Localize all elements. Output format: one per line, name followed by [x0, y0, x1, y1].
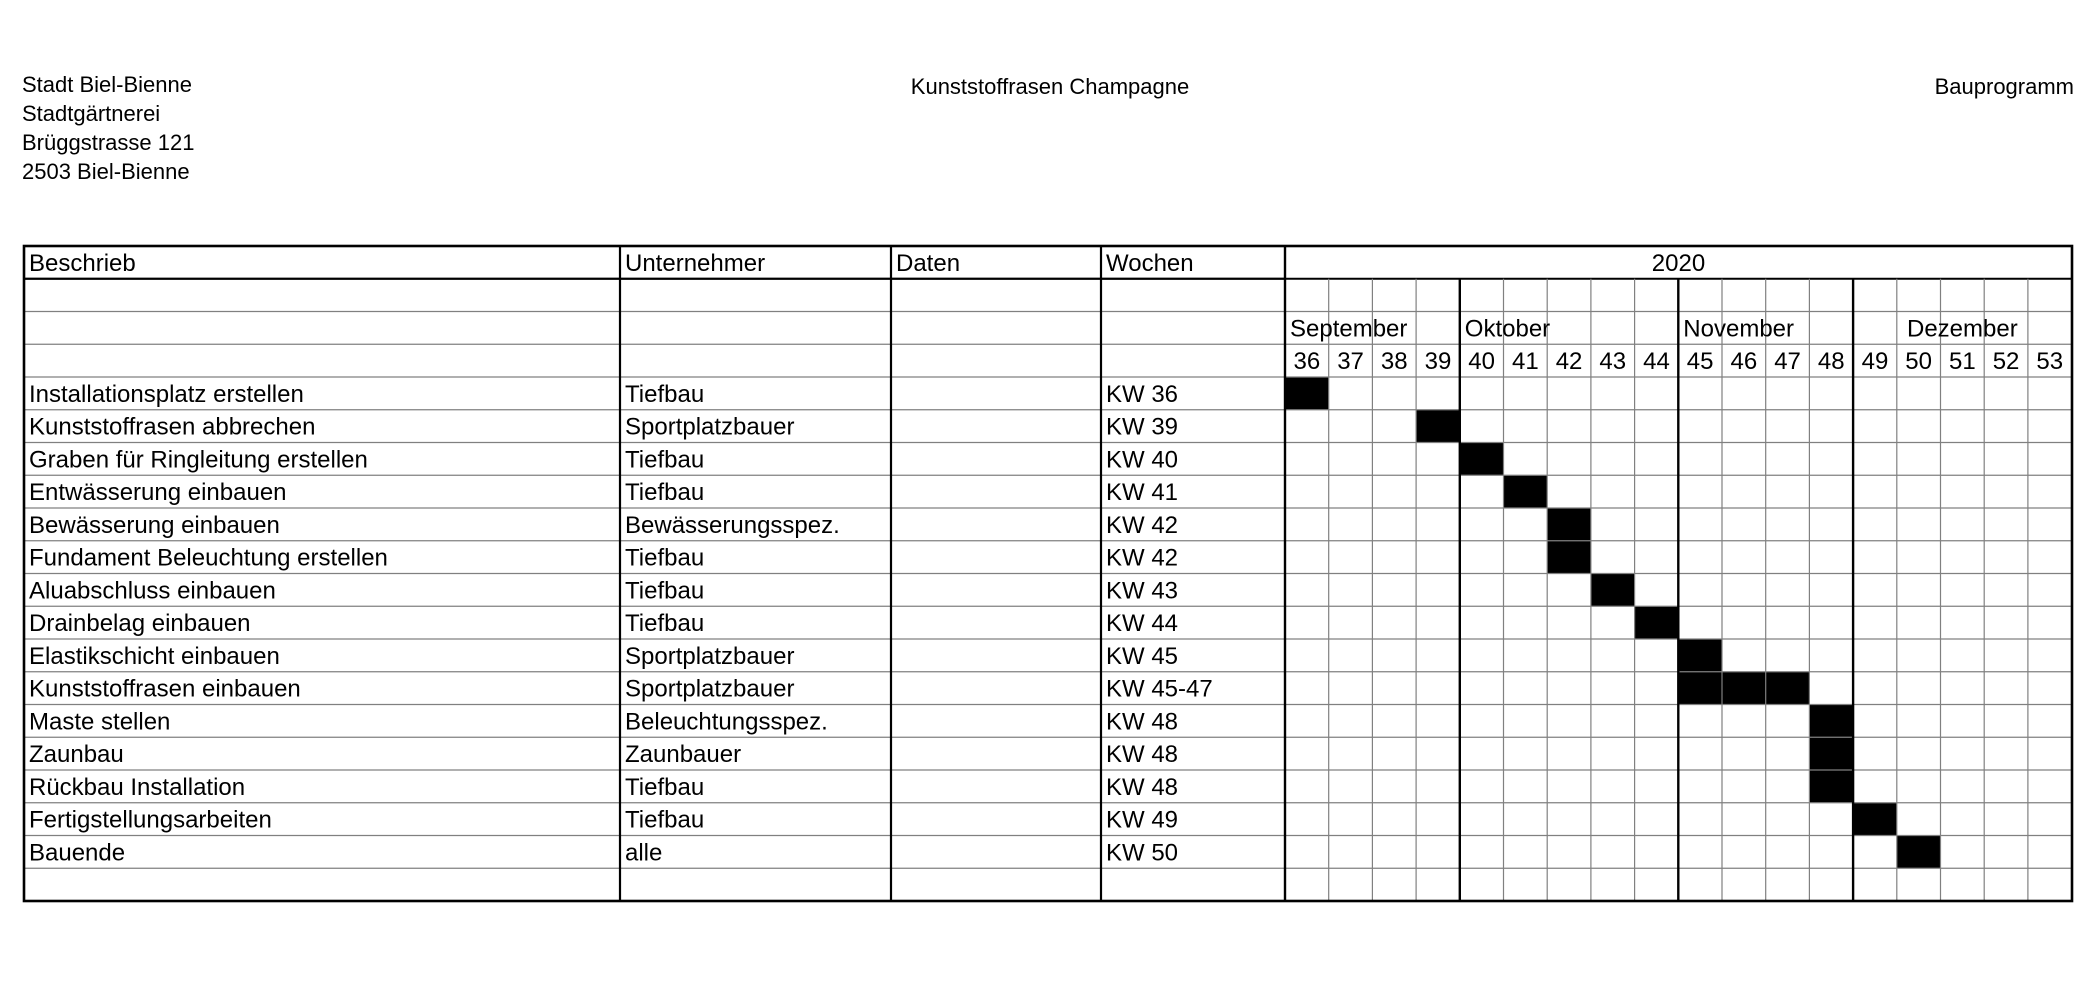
task-contractor: Tiefbau — [625, 577, 705, 605]
task-weeks: KW 45 — [1106, 642, 1179, 670]
task-description: Elastikschicht einbauen — [29, 642, 280, 670]
task-weeks: KW 42 — [1106, 511, 1179, 539]
week-number: 42 — [1555, 348, 1583, 375]
task-weeks: KW 39 — [1106, 413, 1179, 441]
task-description: Graben für Ringleitung erstellen — [29, 446, 368, 474]
task-weeks: KW 43 — [1106, 577, 1179, 605]
week-number: 50 — [1905, 348, 1933, 375]
gantt-bar — [1809, 770, 1853, 803]
task-contractor: alle — [625, 839, 663, 867]
column-header: Beschrieb — [29, 249, 136, 277]
task-contractor: Tiefbau — [625, 479, 705, 506]
task-contractor: Sportplatzbauer — [625, 642, 795, 670]
task-contractor: Tiefbau — [625, 380, 705, 408]
year-header: 2020 — [1651, 249, 1706, 277]
task-weeks: KW 48 — [1106, 773, 1179, 801]
gantt-bar — [1678, 672, 1809, 705]
month-label: November — [1683, 315, 1795, 343]
week-number: 49 — [1861, 348, 1889, 375]
task-contractor: Tiefbau — [625, 773, 705, 801]
task-weeks: KW 36 — [1106, 380, 1179, 408]
week-number: 45 — [1686, 348, 1714, 375]
week-number: 43 — [1599, 348, 1627, 375]
task-contractor: Sportplatzbauer — [625, 413, 795, 441]
week-number: 52 — [1992, 348, 2020, 375]
org-line: Brüggstrasse 121 — [22, 130, 195, 155]
task-weeks: KW 48 — [1106, 741, 1179, 768]
task-weeks: KW 44 — [1106, 610, 1179, 637]
column-header: Wochen — [1106, 249, 1194, 277]
week-number: 40 — [1468, 348, 1496, 375]
task-description: Zaunbau — [29, 741, 124, 768]
task-description: Fertigstellungsarbeiten — [29, 806, 272, 834]
task-description: Installationsplatz erstellen — [29, 380, 304, 408]
task-description: Bewässerung einbauen — [29, 511, 280, 539]
gantt-bar — [1416, 410, 1460, 443]
week-number: 46 — [1730, 348, 1758, 375]
gantt-bar — [1897, 836, 1941, 869]
task-weeks: KW 50 — [1106, 839, 1179, 867]
task-weeks: KW 49 — [1106, 806, 1179, 834]
month-label: Dezember — [1906, 315, 2018, 343]
column-header: Daten — [896, 249, 961, 277]
gantt-bar — [1809, 737, 1853, 770]
task-contractor: Zaunbauer — [625, 741, 742, 768]
task-description: Kunststoffrasen abbrechen — [29, 413, 316, 441]
month-label: September — [1290, 315, 1408, 343]
task-contractor: Tiefbau — [625, 610, 705, 637]
week-number: 41 — [1511, 348, 1539, 375]
gantt-bar — [1678, 639, 1722, 672]
task-description: Bauende — [29, 839, 126, 867]
task-contractor: Tiefbau — [625, 446, 705, 474]
task-description: Fundament Beleuchtung erstellen — [29, 544, 388, 572]
gantt-bar — [1853, 803, 1897, 836]
task-contractor: Tiefbau — [625, 544, 705, 572]
week-number: 37 — [1337, 348, 1364, 375]
week-number: 36 — [1293, 348, 1321, 375]
org-line: Stadt Biel-Bienne — [22, 72, 192, 97]
gantt-bar — [1591, 574, 1635, 607]
gantt-bar — [1547, 508, 1591, 541]
task-description: Drainbelag einbauen — [29, 610, 251, 637]
task-weeks: KW 42 — [1106, 544, 1179, 572]
gantt-bar — [1285, 377, 1329, 410]
week-number: 48 — [1817, 348, 1845, 375]
task-description: Rückbau Installation — [29, 773, 246, 801]
task-contractor: Bewässerungsspez. — [625, 511, 840, 539]
org-line: Stadtgärtnerei — [22, 101, 161, 126]
task-description: Maste stellen — [29, 708, 171, 736]
week-number: 39 — [1424, 348, 1452, 375]
month-label: Oktober — [1464, 315, 1551, 343]
document-type: Bauprogramm — [1934, 74, 2074, 99]
task-weeks: KW 40 — [1106, 446, 1179, 474]
task-weeks: KW 45-47 — [1106, 675, 1213, 703]
week-number: 51 — [1948, 348, 1976, 375]
task-description: Aluabschluss einbauen — [29, 577, 276, 605]
task-description: Entwässerung einbauen — [29, 479, 287, 506]
week-number: 38 — [1380, 348, 1408, 375]
gantt-bar — [1809, 705, 1853, 738]
project-title: Kunststoffrasen Champagne — [910, 74, 1190, 99]
gantt-bar — [1547, 541, 1591, 574]
task-weeks: KW 48 — [1106, 708, 1179, 736]
task-contractor: Tiefbau — [625, 806, 705, 834]
column-header: Unternehmer — [625, 249, 766, 277]
task-contractor: Beleuchtungsspez. — [625, 708, 828, 736]
gantt-bar — [1635, 606, 1679, 639]
week-number: 44 — [1643, 348, 1670, 375]
gantt-bar — [1460, 443, 1504, 476]
week-number: 47 — [1774, 348, 1801, 375]
org-line: 2503 Biel-Bienne — [22, 159, 190, 184]
task-contractor: Sportplatzbauer — [625, 675, 795, 703]
task-weeks: KW 41 — [1106, 479, 1179, 506]
week-number: 53 — [2036, 348, 2064, 375]
task-description: Kunststoffrasen einbauen — [29, 675, 301, 703]
gantt-bar — [1504, 475, 1548, 508]
